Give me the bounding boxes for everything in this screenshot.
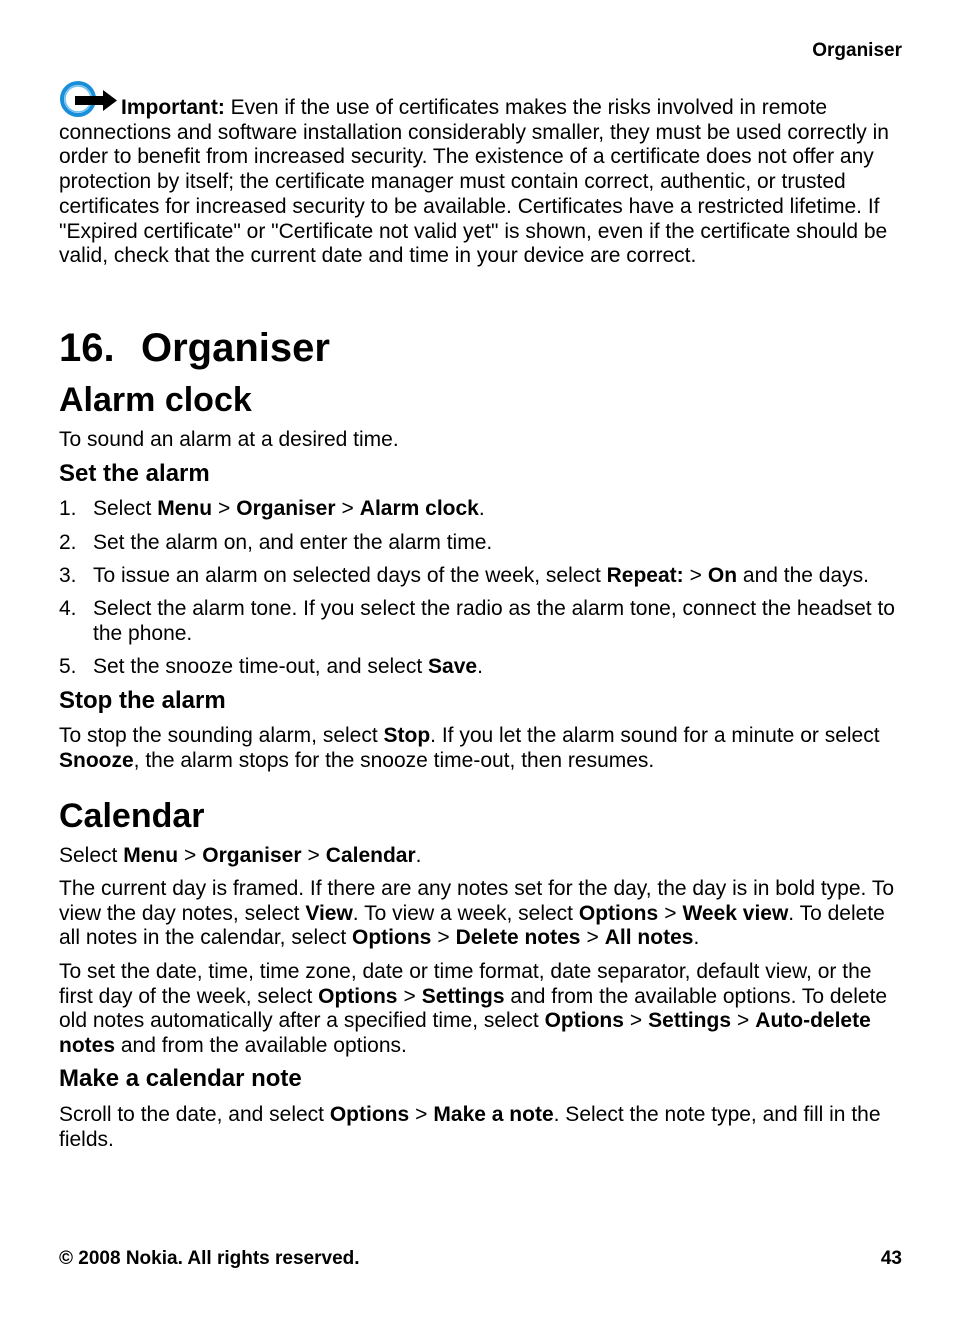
- stop-alarm-heading: Stop the alarm: [59, 687, 226, 714]
- step-3: 3. To issue an alarm on selected days of the week, select Repeat: > On and the days.: [59, 564, 870, 587]
- set-alarm-steps: [59, 497, 904, 687]
- stop-alarm-text: To stop the sounding alarm, select Stop. If you let the alarm sound for a minute or select Snooze, the alarm stops for the snooze time-out, then resumes.: [59, 724, 880, 772]
- step-5: 5. Set the snooze time-out, and select Save.: [59, 655, 483, 678]
- chapter-number: 16.: [59, 326, 115, 370]
- important-text: Even if the use of certificates makes the risks involved in remote connections and software installation considerably smaller, they must be used correctly in order to benefit from increased security. The existence of a certificate does not offer any protection by itself; the certificate manager must contain correct, authentic, or trusted certificates for increased security to be available. Certificates have a restricted lifetime. If "Expired certificate" or "Certificate not valid yet" is shown, even if the certificate should be valid, check that the current date and time in your device are correct.: [59, 96, 889, 268]
- chapter-title: [59, 326, 904, 371]
- important-note: [59, 80, 904, 269]
- calendar-select-path: Select Menu > Organiser > Calendar.: [59, 844, 422, 867]
- alarm-intro: To sound an alarm at a desired time.: [59, 428, 399, 451]
- page-number: 43: [880, 1248, 902, 1269]
- important-label: Important:: [121, 96, 225, 119]
- alarm-clock-heading: Alarm clock: [59, 381, 252, 419]
- calendar-paragraph-1: The current day is framed. If there are any notes set for the day, the day is in bold type. To view the day notes, select View. To view a week, select Options > Week view. To delete all notes in the calendar, select Options > Delete notes > All notes.: [59, 877, 895, 950]
- step-1: 1. Select Menu > Organiser > Alarm clock.: [59, 497, 485, 520]
- footer-copyright: © 2008 Nokia. All rights reserved.: [59, 1248, 360, 1269]
- chapter-name: Organiser: [141, 326, 330, 370]
- calendar-heading: Calendar: [59, 797, 205, 835]
- important-pointer-icon: [59, 80, 119, 120]
- running-header: Organiser: [812, 40, 902, 61]
- make-note-text: Scroll to the date, and select Options > Make a note. Select the note type, and fill in the fields.: [59, 1103, 881, 1151]
- make-note-heading: Make a calendar note: [59, 1065, 302, 1092]
- set-alarm-heading: Set the alarm: [59, 460, 210, 487]
- step-2: 2. Set the alarm on, and enter the alarm time.: [59, 531, 493, 554]
- step-4: 4. Select the alarm tone. If you select the radio as the alarm tone, connect the headset to the phone.: [59, 597, 895, 645]
- calendar-paragraph-2: To set the date, time, time zone, date or time format, date separator, default view, or the first day of the week, select Options > Settings and from the available options. To delete old notes automatically after a specified time, select Options > Settings > Auto-delete notes and from the available options.: [59, 960, 888, 1058]
